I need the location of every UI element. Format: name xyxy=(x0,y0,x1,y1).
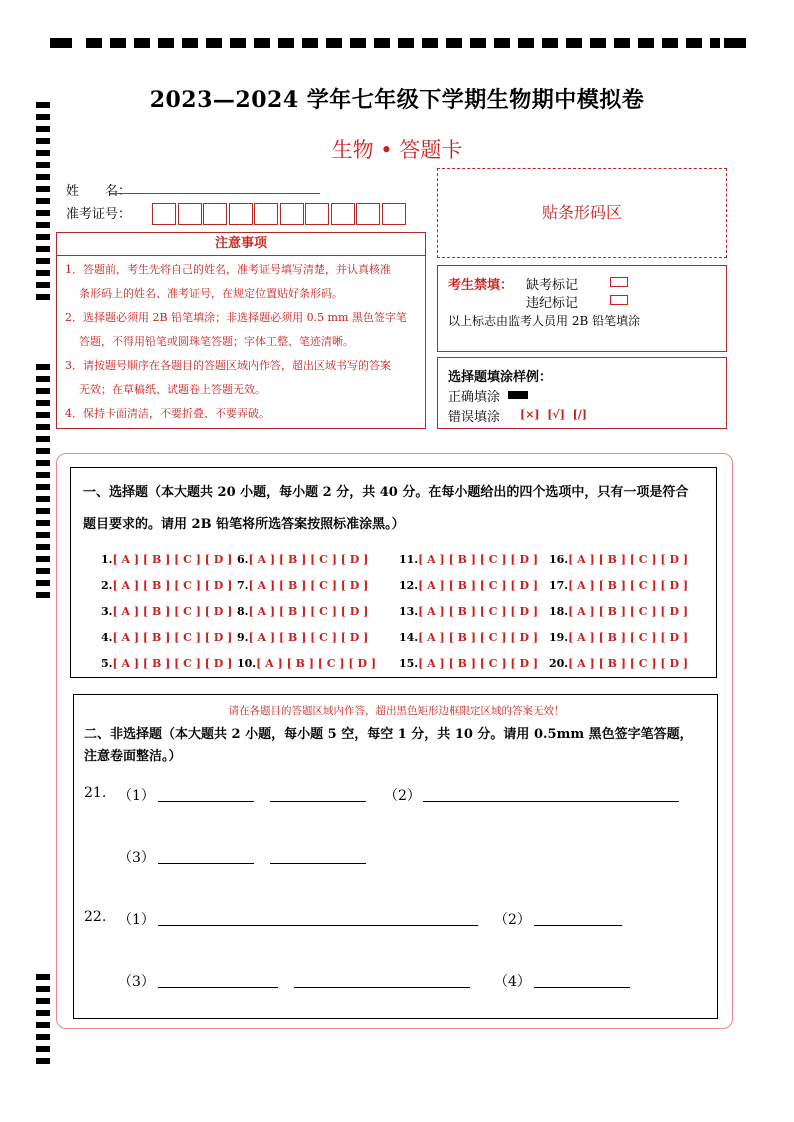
q22-blank-3a[interactable] xyxy=(158,987,278,988)
notice-item: 无效；在草稿纸、试题卷上答题无效。 xyxy=(79,383,266,396)
mc-row-8[interactable]: 8.[ A ] [ B ] [ C ] [ D ] xyxy=(237,605,369,618)
id-cell[interactable] xyxy=(203,203,227,225)
q21-part3-label: （3） xyxy=(118,850,155,866)
mc-row-4[interactable]: 4.[ A ] [ B ] [ C ] [ D ] xyxy=(101,631,233,644)
section1-heading-line1: 一、选择题（本大题共 20 小题，每小题 2 分，共 40 分。在每小题给出的四个选项中，只有一项是符合 xyxy=(83,485,689,500)
section1-box xyxy=(70,467,717,678)
top-timing-marks xyxy=(50,38,746,50)
id-cell[interactable] xyxy=(331,203,355,225)
q21-blank-1b[interactable] xyxy=(270,801,366,802)
mc-row-3[interactable]: 3.[ A ] [ B ] [ C ] [ D ] xyxy=(101,605,233,618)
section2-heading-line2: 注意卷面整洁。） xyxy=(84,749,182,764)
notice-item: 4．保持卡面清洁，不要折叠、不要弄破。 xyxy=(65,407,270,420)
sample-box xyxy=(437,357,727,429)
mc-row-9[interactable]: 9.[ A ] [ B ] [ C ] [ D ] xyxy=(237,631,369,644)
id-cell[interactable] xyxy=(305,203,329,225)
correct-sample-mark xyxy=(508,391,528,399)
mc-row-6[interactable]: 6.[ A ] [ B ] [ C ] [ D ] xyxy=(237,553,369,566)
q21-number: 21. xyxy=(84,785,107,801)
mc-row-1[interactable]: 1.[ A ] [ B ] [ C ] [ D ] xyxy=(101,553,233,566)
violation-mark-box[interactable] xyxy=(610,295,628,305)
mc-column-2 xyxy=(237,546,376,676)
violation-label: 违纪标记 xyxy=(526,296,579,311)
q21-blank-3b[interactable] xyxy=(270,863,366,864)
q22-part3-label: （3） xyxy=(118,974,155,990)
q22-blank-2[interactable] xyxy=(534,925,622,926)
sample-title: 选择题填涂样例： xyxy=(448,370,553,385)
mc-row-12[interactable]: 12.[ A ] [ B ] [ C ] [ D ] xyxy=(399,579,539,592)
q22-part1-label: （1） xyxy=(118,912,155,928)
notice-item: 1．答题前，考生先将自己的姓名，准考证号填写清楚，并认真核准 xyxy=(65,263,391,276)
mc-column-3 xyxy=(399,546,538,676)
mc-row-18[interactable]: 18.[ A ] [ B ] [ C ] [ D ] xyxy=(549,605,689,618)
mc-row-5[interactable]: 5.[ A ] [ B ] [ C ] [ D ] xyxy=(101,657,233,670)
notice-item: 答题，不得用铅笔或圆珠笔答题；字体工整、笔迹清晰。 xyxy=(79,335,354,348)
id-cell[interactable] xyxy=(356,203,380,225)
notice-box xyxy=(56,232,426,429)
barcode-area xyxy=(437,168,727,258)
notice-item: 3．请按题号顺序在各题目的答题区域内作答，超出区域书写的答案 xyxy=(65,359,391,372)
correct-label: 正确填涂 xyxy=(448,390,501,405)
name-field[interactable] xyxy=(110,193,320,194)
mc-row-17[interactable]: 17.[ A ] [ B ] [ C ] [ D ] xyxy=(549,579,689,592)
mc-row-2[interactable]: 2.[ A ] [ B ] [ C ] [ D ] xyxy=(101,579,233,592)
section2-heading-line1: 二、非选择题（本大题共 2 小题，每小题 5 空，每空 1 分，共 10 分。请用 0.5mm 黑色签字笔答题， xyxy=(84,727,693,742)
id-cell[interactable] xyxy=(254,203,278,225)
notice-title: 注意事项 xyxy=(57,233,425,256)
q21-blank-1a[interactable] xyxy=(158,801,254,802)
mc-column-4 xyxy=(549,546,688,676)
absent-mark-box[interactable] xyxy=(610,277,628,287)
q22-blank-4[interactable] xyxy=(534,987,630,988)
mc-row-15[interactable]: 15.[ A ] [ B ] [ C ] [ D ] xyxy=(399,657,539,670)
q22-number: 22. xyxy=(84,909,107,925)
id-cell[interactable] xyxy=(382,203,406,225)
mc-row-10[interactable]: 10.[ A ] [ B ] [ C ] [ D ] xyxy=(237,657,377,670)
wrong-sample-marks: [×] [√] [/] xyxy=(520,408,588,421)
forbidden-box xyxy=(437,265,727,352)
section1-heading-line2: 题目要求的。请用 2B 铅笔将所选答案按照标准涂黑。） xyxy=(83,517,405,532)
q22-part2-label: （2） xyxy=(494,912,531,928)
q22-part4-label: （4） xyxy=(494,974,531,990)
id-cell[interactable] xyxy=(152,203,176,225)
id-label: 准考证号： xyxy=(66,207,132,222)
notice-item: 2．选择题必须用 2B 铅笔填涂；非选择题必须用 0.5 mm 黑色签字笔 xyxy=(65,311,407,324)
q22-blank-3b[interactable] xyxy=(294,987,470,988)
id-cell[interactable] xyxy=(178,203,202,225)
q22-blank-1[interactable] xyxy=(158,925,478,926)
id-cell[interactable] xyxy=(280,203,304,225)
barcode-label: 贴条形码区 xyxy=(541,203,622,222)
q21-part1-label: （1） xyxy=(118,788,155,804)
left-timing-marks-3 xyxy=(36,974,50,1066)
q21-blank-2[interactable] xyxy=(423,801,679,802)
left-timing-marks-1 xyxy=(36,102,50,302)
mc-row-11[interactable]: 11.[ A ] [ B ] [ C ] [ D ] xyxy=(399,553,539,566)
mc-column-1 xyxy=(101,546,232,676)
mc-row-19[interactable]: 19.[ A ] [ B ] [ C ] [ D ] xyxy=(549,631,689,644)
forbidden-note: 以上标志由监考人员用 2B 铅笔填涂 xyxy=(448,314,641,328)
section2-box xyxy=(73,694,718,1019)
mc-row-14[interactable]: 14.[ A ] [ B ] [ C ] [ D ] xyxy=(399,631,539,644)
mc-row-20[interactable]: 20.[ A ] [ B ] [ C ] [ D ] xyxy=(549,657,689,670)
notice-item: 条形码上的姓名、准考证号，在规定位置贴好条形码。 xyxy=(79,287,343,300)
mc-row-16[interactable]: 16.[ A ] [ B ] [ C ] [ D ] xyxy=(549,553,689,566)
id-number-grid[interactable] xyxy=(152,203,422,227)
q21-part2-label: （2） xyxy=(384,788,421,804)
name-label: 姓 名： xyxy=(66,184,132,199)
mc-row-7[interactable]: 7.[ A ] [ B ] [ C ] [ D ] xyxy=(237,579,369,592)
wrong-label: 错误填涂 xyxy=(448,410,501,425)
left-timing-marks-2 xyxy=(36,364,50,604)
q21-blank-3a[interactable] xyxy=(158,863,254,864)
absent-label: 缺考标记 xyxy=(526,278,579,293)
page-title: 2023—2024 学年七年级下学期生物期中模拟卷 xyxy=(149,87,645,113)
section2-warning: 请在各题目的答题区域内作答，超出黑色矩形边框限定区域的答案无效！ xyxy=(228,705,565,717)
forbidden-label: 考生禁填： xyxy=(448,278,514,293)
page-subtitle: 生物 • 答题卡 xyxy=(331,138,463,162)
mc-row-13[interactable]: 13.[ A ] [ B ] [ C ] [ D ] xyxy=(399,605,539,618)
id-cell[interactable] xyxy=(229,203,253,225)
